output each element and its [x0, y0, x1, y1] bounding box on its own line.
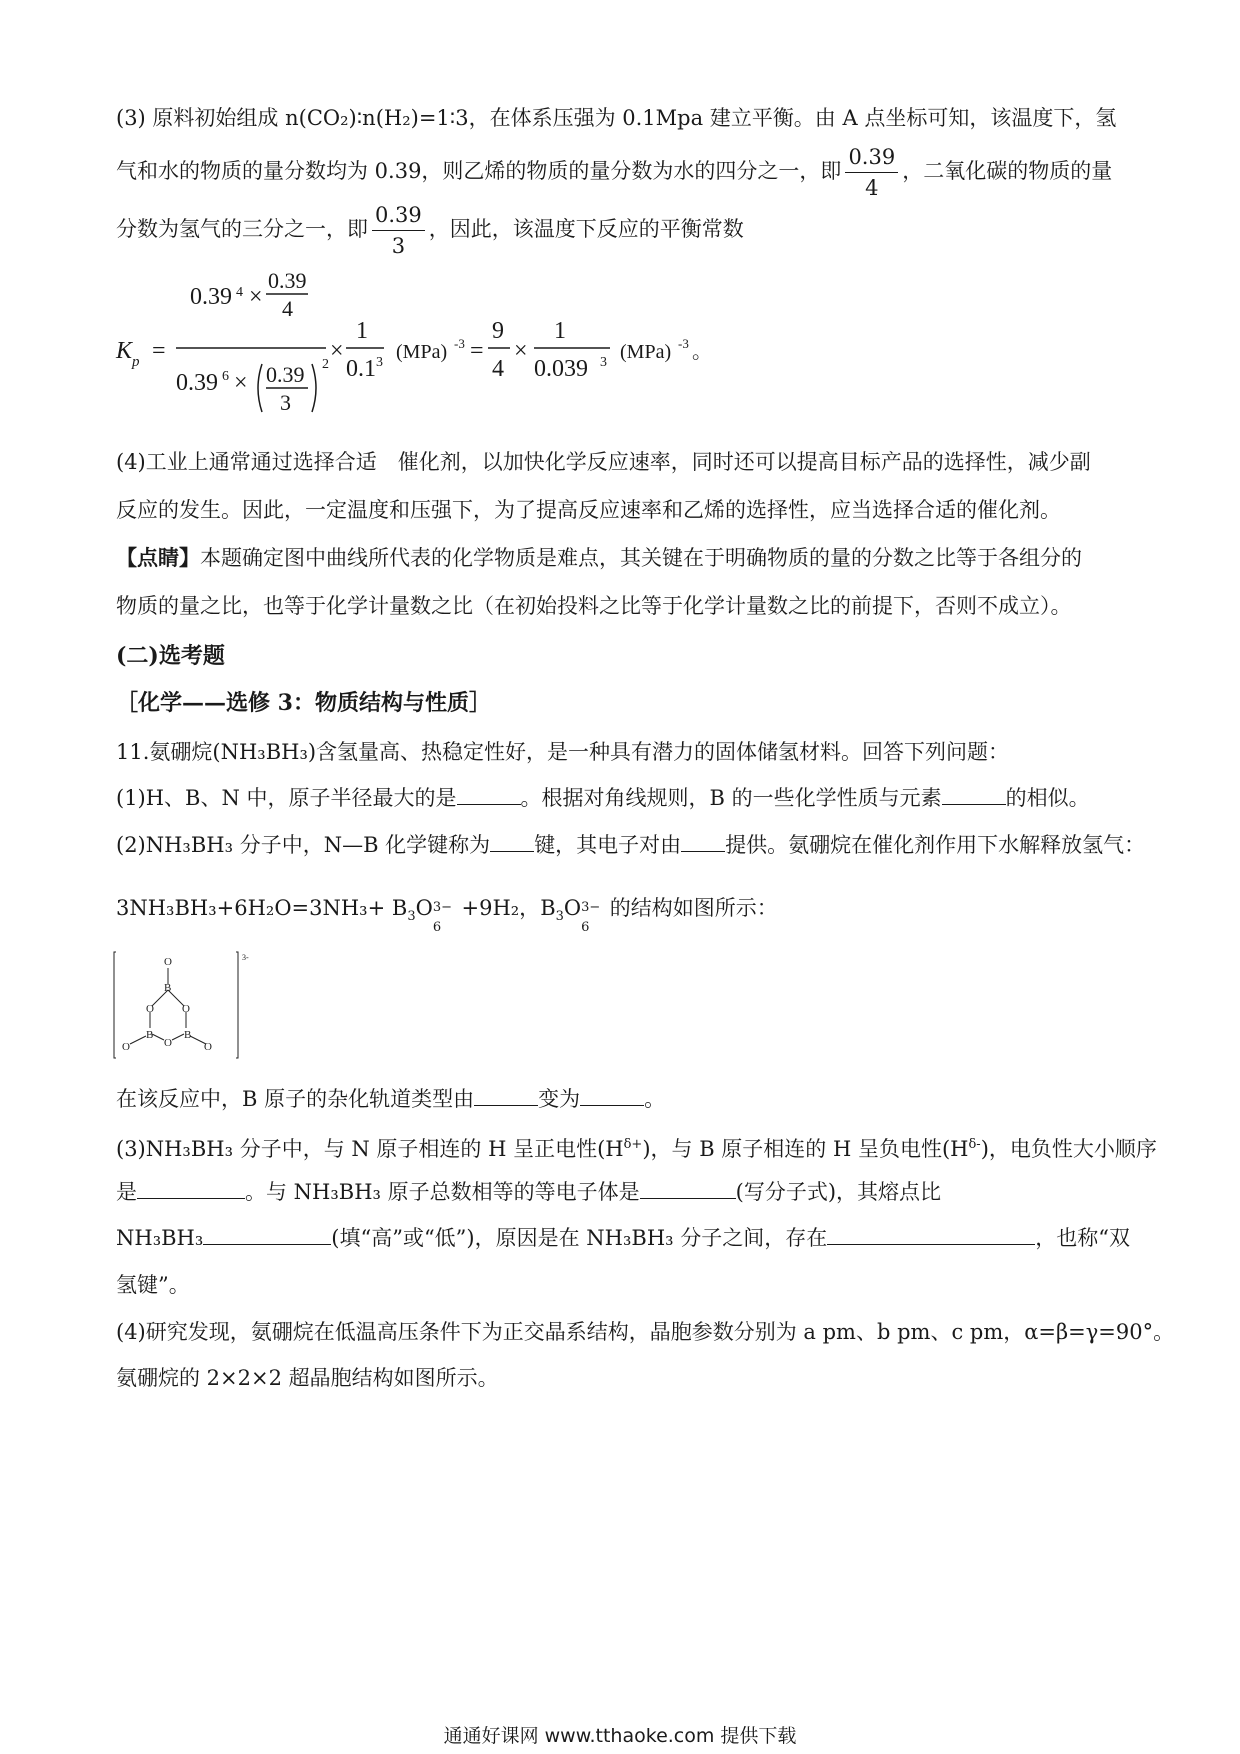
- subscript: 3: [407, 909, 416, 925]
- superscript: 3−: [432, 900, 452, 915]
- pressure-base: 0.1: [346, 356, 376, 382]
- text: 氢键”。: [116, 1273, 190, 1297]
- full-stop: 。: [692, 341, 712, 363]
- text: 。: [644, 1087, 666, 1111]
- q11-part-3-line-4: [116, 1270, 190, 1300]
- unit-exponent: -3: [454, 336, 465, 351]
- text: 物质的量之比，也等于化学计量数之比（在初始投料之比等于化学计量数之比的前提下，否则不成立）。: [116, 594, 1072, 618]
- section-subheading: [116, 688, 491, 718]
- pressure2-numerator: 1: [554, 318, 566, 344]
- q11-part-2: [116, 830, 1145, 860]
- fraction-numerator: 0.39: [845, 142, 898, 173]
- text: 本题确定图中曲线所代表的化学物质是难点，其关键在于明确物质的量的分数之比等于各组分的: [200, 546, 1082, 570]
- text: (3)NH₃BH₃ 分子中，与 N 原子相连的 H 呈正电性(H: [116, 1137, 624, 1161]
- text: O: [563, 896, 582, 920]
- answer-blank[interactable]: [490, 831, 534, 852]
- subscript: 3: [555, 909, 564, 925]
- answer-blank[interactable]: [457, 784, 521, 805]
- atom-o: O: [122, 1041, 130, 1053]
- atom-o: O: [204, 1041, 212, 1053]
- text: 。与 NH₃BH₃ 原子总数相等的等电子体是: [245, 1180, 640, 1204]
- text: )，电负性大小顺序: [980, 1137, 1157, 1161]
- paragraph-3-line-1: [116, 103, 1116, 133]
- pressure2-exponent: 3: [600, 355, 607, 370]
- answer-blank[interactable]: [474, 1085, 538, 1106]
- unit-mpa: (MPa): [396, 341, 448, 363]
- text: 的相似。: [1005, 786, 1090, 810]
- text: 的结构如图所示：: [603, 896, 778, 920]
- q11-part-3-line-2: [116, 1177, 941, 1207]
- answer-blank[interactable]: [203, 1224, 331, 1245]
- text: (3) 原料初始组成 n(CO₂)∶n(H₂)=1∶3，在体系压强为 0.1Mpa 建立平衡。由 A 点坐标可知，该温度下，氢: [116, 106, 1117, 130]
- text: (1)H、B、N 中，原子半径最大的是: [116, 786, 457, 810]
- answer-blank[interactable]: [681, 831, 725, 852]
- text: 键，其电子对由: [534, 833, 682, 857]
- q11-part-3-line-3: [116, 1223, 1130, 1253]
- dianjing-line-1: [116, 543, 1082, 573]
- svg-text:=: =: [152, 338, 166, 364]
- q11-part-4-line-2: [116, 1363, 499, 1393]
- svg-text:=: =: [470, 338, 484, 364]
- text: 氨硼烷的 2×2×2 超晶胞结构如图所示。: [116, 1366, 499, 1390]
- atom-b: B: [184, 1029, 192, 1041]
- atom-b: B: [164, 982, 172, 994]
- svg-text:×: ×: [249, 284, 263, 310]
- paragraph-3-line-3: [116, 200, 744, 261]
- pressure2-base: 0.039: [534, 356, 588, 382]
- denominator-fraction-num: 0.39: [266, 362, 305, 387]
- text: 。根据对角线规则，B 的一些化学性质与元素: [520, 786, 942, 810]
- fraction-denominator: 4: [865, 176, 879, 200]
- fraction-039-over-4: [845, 142, 898, 203]
- text: 分数为氢气的三分之一，即: [116, 217, 368, 241]
- paragraph-3-line-2: [116, 142, 1112, 203]
- text: 3NH₃BH₃+6H₂O=3NH₃+ B: [116, 896, 408, 920]
- text: (写分子式)，其熔点比: [735, 1180, 942, 1204]
- pressure-numerator: 1: [356, 318, 368, 344]
- atom-o: O: [146, 1003, 154, 1015]
- answer-blank[interactable]: [942, 784, 1006, 805]
- text: 气和水的物质的量分数均为 0.39，则乙烯的物质的量分数为水的四分之一，即: [116, 159, 842, 183]
- text: +9H₂，: [454, 896, 541, 920]
- four: 4: [492, 356, 504, 382]
- numerator-fraction-num: 0.39: [268, 268, 307, 293]
- atom-o: O: [164, 956, 172, 968]
- dianjing-tag: 【点睛】: [116, 545, 200, 570]
- numerator-fraction-den: 4: [282, 296, 293, 321]
- fraction-039-over-3: [372, 200, 425, 261]
- text: 提供。氨硼烷在催化剂作用下水解释放氢气：: [725, 833, 1146, 857]
- kp-subscript: p: [132, 354, 140, 370]
- denominator-paren-exponent: 2: [322, 357, 329, 372]
- paragraph-4-line-2: [116, 495, 1061, 525]
- text: ［化学——选修 3：物质结构与性质］: [116, 690, 491, 716]
- nine: 9: [492, 318, 504, 344]
- text: 变为: [538, 1087, 581, 1111]
- q11-hybridization: [116, 1084, 665, 1114]
- superscript: 3−: [581, 900, 601, 915]
- svg-text:×: ×: [234, 370, 248, 396]
- denominator-fraction-den: 3: [280, 390, 291, 415]
- unit-mpa-2: (MPa): [620, 341, 672, 363]
- numerator-base: 0.39: [190, 284, 232, 310]
- denominator-base: 0.39: [176, 370, 218, 396]
- text: (4)工业上通常通过选择合适 催化剂，以加快化学反应速率，同时还可以提高目标产品的选择性，减少副: [116, 450, 1091, 474]
- text: O: [415, 896, 433, 920]
- equilibrium-constant-formula: [116, 268, 1016, 428]
- subscript: 6: [581, 920, 590, 935]
- atom-o: O: [182, 1003, 190, 1015]
- unit-exponent-2: -3: [678, 336, 689, 351]
- answer-blank[interactable]: [827, 1224, 1035, 1245]
- text: (二)选考题: [116, 643, 225, 669]
- text: ，因此，该温度下反应的平衡常数: [428, 217, 744, 241]
- superscript: δ+: [623, 1137, 643, 1152]
- answer-blank[interactable]: [640, 1178, 736, 1199]
- answer-blank[interactable]: [580, 1085, 644, 1106]
- paragraph-4-line-1: [116, 447, 1091, 477]
- text: B: [540, 896, 556, 920]
- page-footer: 通通好课网 www.tthaoke.com 提供下载: [443, 1725, 797, 1747]
- atom-b: B: [146, 1029, 154, 1041]
- svg-text:×: ×: [514, 338, 528, 364]
- section-heading: [116, 641, 225, 671]
- q11-intro: [116, 737, 1009, 767]
- ion-charge: 3-: [242, 953, 249, 962]
- text: 11.氨硼烷(NH₃BH₃)含氢量高、热稳定性好，是一种具有潜力的固体储氢材料。回答下列问题：: [116, 740, 1010, 764]
- kp-symbol: K: [116, 338, 133, 364]
- dianjing-line-2: [116, 591, 1072, 621]
- b3o6-structure-diagram: [112, 950, 252, 1060]
- atom-o: O: [164, 1037, 172, 1049]
- superscript: δ-: [968, 1137, 981, 1152]
- hydrolysis-equation: [116, 893, 778, 935]
- answer-blank[interactable]: [137, 1178, 245, 1199]
- denominator-exponent: 6: [222, 369, 229, 384]
- numerator-exponent: 4: [236, 285, 243, 300]
- fraction-numerator: 0.39: [372, 200, 425, 231]
- subscript: 6: [432, 920, 442, 935]
- text: NH₃BH₃: [116, 1226, 204, 1250]
- svg-text:×: ×: [330, 338, 344, 364]
- text: (填“高”或“低”)，原因是在 NH₃BH₃ 分子之间，存在: [331, 1226, 828, 1250]
- fraction-denominator: 3: [391, 234, 406, 258]
- text: 反应的发生。因此，一定温度和压强下，为了提高反应速率和乙烯的选择性，应当选择合适的催化剂。: [116, 498, 1061, 522]
- q11-part-3-line-1: [116, 1130, 1157, 1164]
- q11-part-4-line-1: [116, 1317, 1174, 1347]
- q11-part-1: [116, 783, 1090, 813]
- text: (4)研究发现，氨硼烷在低温高压条件下为正交晶系结构，晶胞参数分别为 a pm、b pm、c pm，α=β=γ=90°。: [116, 1320, 1175, 1344]
- text: 是: [116, 1180, 137, 1204]
- text: (2)NH₃BH₃ 分子中，N—B 化学键称为: [116, 833, 491, 857]
- text: ，二氧化碳的物质的量: [902, 159, 1113, 183]
- text: ，也称“双: [1035, 1226, 1130, 1250]
- text: 在该反应中，B 原子的杂化轨道类型由: [116, 1087, 475, 1111]
- pressure-exponent: 3: [376, 355, 383, 370]
- text: )，与 B 原子相连的 H 呈负电性(H: [642, 1137, 969, 1161]
